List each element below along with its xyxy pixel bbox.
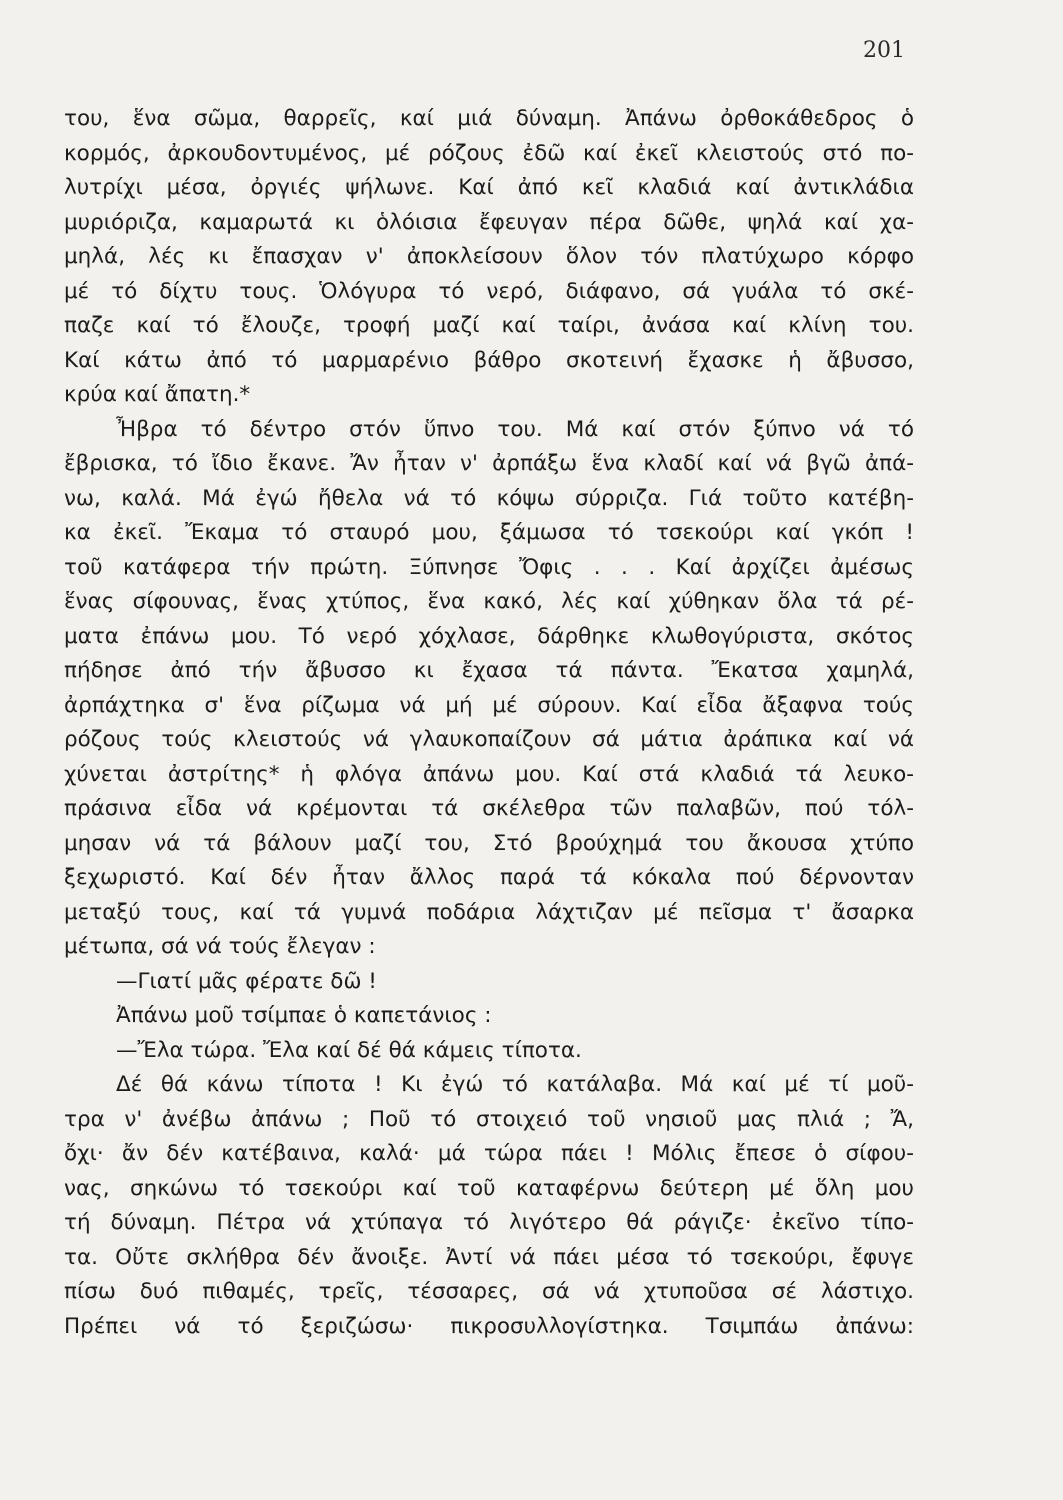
text-line: τοῦ κατάφερα τήν πρώτη. Ξύπνησε Ὄφις . . . Καί ἀρχίζει ἀμέσως: [64, 554, 914, 580]
text-line: πίσω δυό πιθαμές, τρεῖς, τέσσαρες, σά νά χτυποῦσα σέ λάστιχο.: [64, 1279, 914, 1304]
text-line: ἔβρισκα, τό ἴδιο ἔκανε. Ἄν ἦταν ν' ἀρπάξω ἕνα κλαδί καί νά βγῶ ἀπά-: [64, 451, 914, 476]
text-line: —Ἔλα τώρα. Ἔλα καί δέ θά κάμεις τίποτα.: [116, 1037, 582, 1063]
text-line: ξεχωριστό. Καί δέν ἦταν ἄλλος παρά τά κόκαλα πού δέρνονταν: [64, 865, 914, 890]
text-line: μησαν νά τά βάλουν μαζί του, Στό βρούχημά του ἄκουσα χτύπο: [64, 830, 914, 856]
text-line: κρύα καί ἄπατη.*: [64, 382, 251, 407]
text-line: πήδησε ἀπό τήν ἄβυσσο κι ἔχασα τά πάντα. Ἔκατσα χαμηλά,: [64, 658, 914, 683]
text-line: ἀρπάχτηκα σ' ἕνα ρίζωμα νά μή μέ σύρουν. Καί εἶδα ἄξαφνα τούς: [64, 692, 914, 718]
text-line: μυριόριζα, καμαρωτά κι ὁλόισια ἔφευγαν πέρα δῶθε, ψηλά καί χα-: [64, 209, 914, 235]
text-line: Καί κάτω ἀπό τό μαρμαρένιο βάθρο σκοτεινή ἔχασκε ἡ ἄβυσσο,: [64, 347, 914, 373]
text-line: λυτρίχι μέσα, ὀργιές ψήλωνε. Καί ἀπό κεῖ κλαδιά καί ἀντικλάδια: [64, 175, 914, 200]
text-line: μέτωπα, σά νά τούς ἔλεγαν :: [64, 934, 376, 959]
text-line: Ἀπάνω μοῦ τσίμπαε ὁ καπετάνιος :: [116, 1003, 492, 1028]
text-line: μηλά, λές κι ἔπασχαν ν' ἀποκλείσουν ὅλον τόν πλατύχωρο κόρφο: [64, 244, 914, 269]
text-line: Δέ θά κάνω τίποτα ! Κι ἐγώ τό κατάλαβα. Μά καί μέ τί μοῦ-: [116, 1072, 914, 1097]
page-number: 201: [863, 38, 905, 63]
text-line: μεταξύ τους, καί τά γυμνά ποδάρια λάχτιζαν μέ πεῖσμα τ' ἄσαρκα: [64, 899, 914, 925]
text-line: —Γιατί μᾶς φέρατε δῶ !: [116, 968, 377, 994]
text-line: κα ἐκεῖ. Ἔκαμα τό σταυρό μου, ξάμωσα τό τσεκούρι καί γκόπ !: [64, 520, 914, 545]
text-line: χύνεται ἀστρίτης* ἡ φλόγα ἀπάνω μου. Καί στά κλαδιά τά λευκο-: [64, 761, 914, 787]
text-line: τή δύναμη. Πέτρα νά χτύπαγα τό λιγότερο θά ράγιζε· ἐκεῖνο τίπο-: [64, 1210, 914, 1235]
text-line: κορμός, ἀρκουδοντυμένος, μέ ρόζους ἐδῶ καί ἐκεῖ κλειστούς στό πο-: [64, 140, 914, 166]
text-line: ὄχι· ἄν δέν κατέβαινα, καλά· μά τώρα πάει ! Μόλις ἔπεσε ὁ σίφου-: [64, 1141, 914, 1166]
body-text: [64, 102, 914, 1344]
text-line: μέ τό δίχτυ τους. Ὁλόγυρα τό νερό, διάφανο, σά γυάλα τό σκέ-: [64, 278, 914, 304]
text-line: πράσινα εἶδα νά κρέμονται τά σκέλεθρα τῶν παλαβῶν, πού τόλ-: [64, 796, 914, 821]
text-line: νω, καλά. Μά ἐγώ ἤθελα νά τό κόψω σύρριζα. Γιά τοῦτο κατέβη-: [64, 485, 914, 511]
text-line: του, ἕνα σῶμα, θαρρεῖς, καί μιά δύναμη. Ἀπάνω ὀρθοκάθεδρος ὁ: [64, 106, 914, 131]
text-line: νας, σηκώνω τό τσεκούρι καί τοῦ καταφέρνω δεύτερη μέ ὅλη μου: [64, 1175, 914, 1201]
text-line: Ἦβρα τό δέντρο στόν ὕπνο του. Μά καί στόν ξύπνο νά τό: [116, 416, 914, 442]
text-line: παζε καί τό ἔλουζε, τροφή μαζί καί ταίρι, ἀνάσα καί κλίνη του.: [64, 313, 914, 338]
text-line: τρα ν' ἀνέβω ἀπάνω ; Ποῦ τό στοιχειό τοῦ νησιοῦ μας πλιά ; Ἄ,: [64, 1106, 914, 1132]
text-line: ματα ἐπάνω μου. Τό νερό χόχλασε, δάρθηκε κλωθογύριστα, σκότος: [64, 623, 914, 649]
text-line: τα. Οὔτε σκλήθρα δέν ἄνοιξε. Ἀντί νά πάει μέσα τό τσεκούρι, ἔφυγε: [64, 1244, 914, 1270]
text-line: ἕνας σίφουνας, ἕνας χτύπος, ἕνα κακό, λές καί χύθηκαν ὅλα τά ρέ-: [64, 589, 914, 614]
text-line: ρόζους τούς κλειστούς νά γλαυκοπαίζουν σά μάτια ἀράπικα καί νά: [64, 727, 914, 752]
text-line: Πρέπει νά τό ξεριζώσω· πικροσυλλογίστηκα. Τσιμπάω ἀπάνω:: [64, 1313, 914, 1339]
